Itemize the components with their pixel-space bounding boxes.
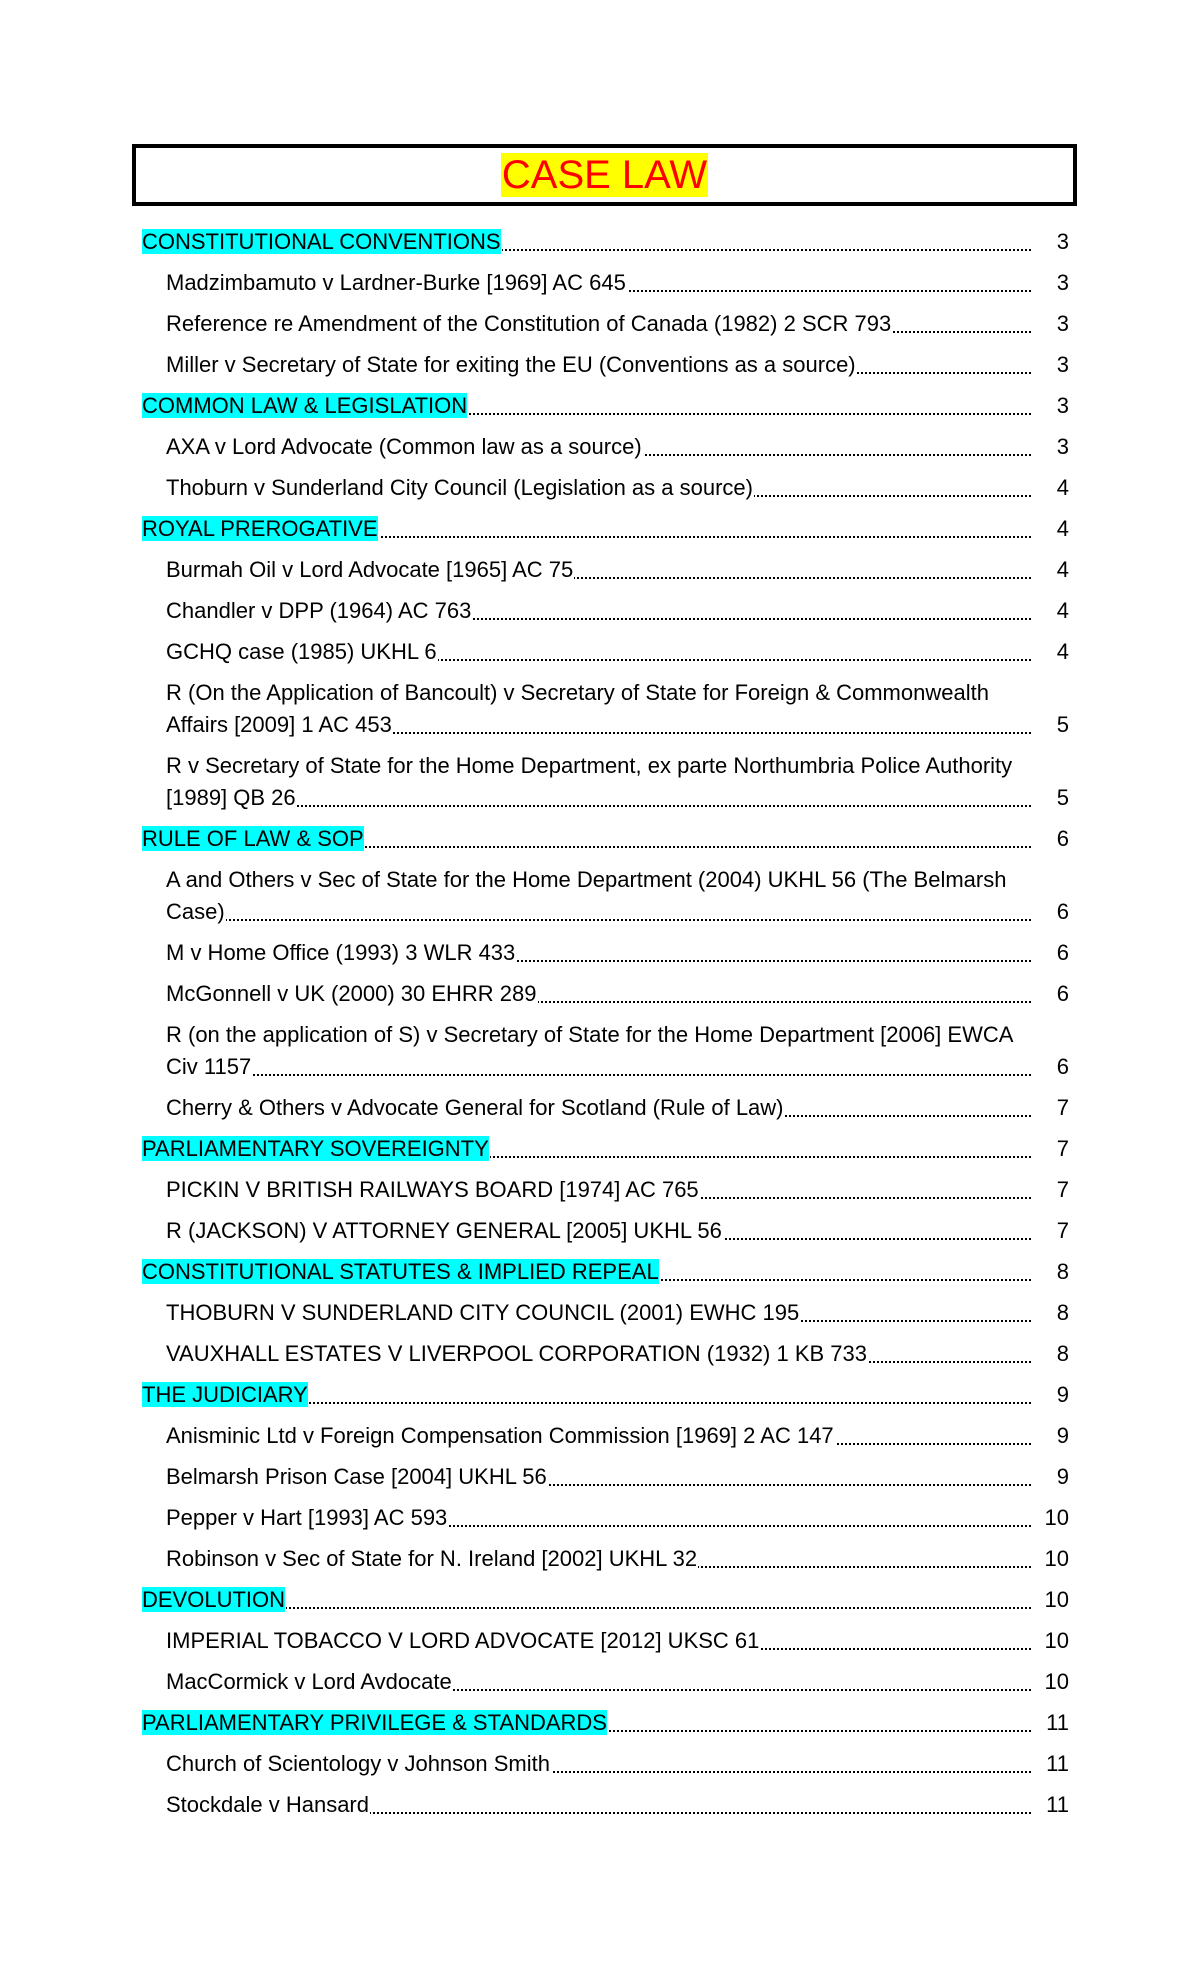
toc-case-entry[interactable] <box>166 1625 1069 1657</box>
toc-entry-text-wrapper <box>166 753 1012 810</box>
toc-entry-text: Burmah Oil v Lord Advocate [1965] AC 75 <box>166 557 574 582</box>
toc-page-number: 7 <box>1031 1174 1069 1206</box>
toc-page-number: 11 <box>1031 1789 1069 1821</box>
toc-entry-text: CONSTITUTIONAL STATUTES & IMPLIED REPEAL <box>142 1259 659 1284</box>
toc-case-entry[interactable] <box>166 1338 1069 1370</box>
toc-entry-text-wrapper <box>142 1259 660 1284</box>
toc-case-entry[interactable] <box>166 1748 1069 1780</box>
toc-case-entry[interactable] <box>166 1789 1069 1821</box>
toc-entry-text-wrapper <box>166 1464 548 1489</box>
toc-entry-text: CONSTITUTIONAL CONVENTIONS <box>142 229 501 254</box>
toc-page-number: 7 <box>1031 1215 1069 1247</box>
toc-entry-text: A and Others v Sec of State for the Home Department (2004) UKHL 56 (The Belmarsh Case) <box>166 867 1007 924</box>
toc-page-number: 10 <box>1031 1666 1069 1698</box>
toc-entry-text-wrapper <box>166 1218 723 1243</box>
toc-entry-text: Anisminic Ltd v Foreign Compensation Commission [1969] 2 AC 147 <box>166 1423 834 1448</box>
toc-page-number: 10 <box>1031 1584 1069 1616</box>
toc-case-entry[interactable] <box>166 431 1069 463</box>
toc-entry-text-wrapper <box>166 1792 370 1817</box>
toc-case-entry[interactable] <box>166 349 1069 381</box>
toc-case-entry[interactable] <box>166 978 1069 1010</box>
title-box <box>132 144 1077 206</box>
toc-page-number: 11 <box>1031 1707 1069 1739</box>
toc-entry-text: Cherry & Others v Advocate General for Scotland (Rule of Law) <box>166 1095 784 1120</box>
toc-page-number: 4 <box>1031 554 1069 586</box>
toc-page-number: 10 <box>1031 1502 1069 1534</box>
toc-case-entry[interactable] <box>166 1092 1069 1124</box>
toc-page-number: 6 <box>1031 823 1069 855</box>
toc-entry-text: AXA v Lord Advocate (Common law as a source) <box>166 434 642 459</box>
toc-entry-text: MacCormick v Lord Avdocate <box>166 1669 452 1694</box>
toc-page-number: 6 <box>1031 1051 1069 1083</box>
toc-page-number: 3 <box>1031 349 1069 381</box>
toc-case-entry[interactable] <box>166 1502 1069 1534</box>
toc-page-number: 8 <box>1031 1297 1069 1329</box>
toc-case-entry[interactable] <box>166 636 1069 668</box>
toc-case-entry[interactable] <box>166 1666 1069 1698</box>
toc-page-number: 9 <box>1031 1420 1069 1452</box>
toc-page-number: 7 <box>1031 1092 1069 1124</box>
toc-entry-text-wrapper <box>142 516 379 541</box>
toc-case-entry[interactable] <box>166 1019 1069 1083</box>
toc-page-number: 6 <box>1031 896 1069 928</box>
toc-entry-text: McGonnell v UK (2000) 30 EHRR 289 <box>166 981 537 1006</box>
toc-entry-text: ROYAL PREROGATIVE <box>142 516 378 541</box>
toc-entry-text: VAUXHALL ESTATES V LIVERPOOL CORPORATION (1932) 1 KB 733 <box>166 1341 867 1366</box>
toc-entry-text: Pepper v Hart [1993] AC 593 <box>166 1505 448 1530</box>
toc-page-number: 3 <box>1031 431 1069 463</box>
toc-entry-text: R (On the Application of Bancoult) v Secretary of State for Foreign & Commonwealth Affairs [2009] 1 AC 453 <box>166 680 989 737</box>
toc-case-entry[interactable] <box>166 1174 1069 1206</box>
toc-entry-text: RULE OF LAW & SOP <box>142 826 364 851</box>
toc-entry-text-wrapper <box>166 270 627 295</box>
toc-page-number: 11 <box>1031 1748 1069 1780</box>
toc-entry-text-wrapper <box>166 1546 698 1571</box>
toc-entry-text-wrapper <box>166 598 472 623</box>
page-title: CASE LAW <box>501 153 708 197</box>
toc-page-number: 5 <box>1031 782 1069 814</box>
toc-section-heading[interactable] <box>142 390 1069 422</box>
toc-entry-text: M v Home Office (1993) 3 WLR 433 <box>166 940 516 965</box>
toc-page-number: 10 <box>1031 1625 1069 1657</box>
toc-entry-text: IMPERIAL TOBACCO V LORD ADVOCATE [2012] UKSC 61 <box>166 1628 760 1653</box>
dot-leader <box>166 919 1031 921</box>
toc-entry-text-wrapper <box>166 1022 1012 1079</box>
toc-page-number: 4 <box>1031 472 1069 504</box>
toc-entry-text-wrapper <box>142 826 365 851</box>
toc-case-entry[interactable] <box>166 267 1069 299</box>
toc-entry-text-wrapper <box>166 475 754 500</box>
toc-page-number: 4 <box>1031 513 1069 545</box>
toc-section-heading[interactable] <box>142 823 1069 855</box>
toc-entry-text-wrapper <box>166 1751 551 1776</box>
toc-entry-text: Church of Scientology v Johnson Smith <box>166 1751 550 1776</box>
toc-entry-text-wrapper <box>142 1587 286 1612</box>
toc-entry-text-wrapper <box>166 1669 453 1694</box>
toc-page-number: 3 <box>1031 308 1069 340</box>
toc-case-entry[interactable] <box>166 308 1069 340</box>
toc-entry-text: Chandler v DPP (1964) AC 763 <box>166 598 472 623</box>
toc-entry-text-wrapper <box>166 1341 868 1366</box>
toc-page-number: 3 <box>1031 226 1069 258</box>
toc-entry-text-wrapper <box>166 1300 800 1325</box>
table-of-contents <box>142 226 1069 1830</box>
toc-entry-text: Stockdale v Hansard <box>166 1792 369 1817</box>
toc-entry-text-wrapper <box>142 229 502 254</box>
toc-entry-text-wrapper <box>166 1095 785 1120</box>
toc-page-number: 6 <box>1031 937 1069 969</box>
toc-entry-text: Reference re Amendment of the Constitution of Canada (1982) 2 SCR 793 <box>166 311 892 336</box>
toc-case-entry[interactable] <box>166 750 1069 814</box>
toc-entry-text: PARLIAMENTARY PRIVILEGE & STANDARDS <box>142 1710 607 1735</box>
toc-entry-text-wrapper <box>142 393 468 418</box>
toc-entry-text-wrapper <box>166 680 989 737</box>
toc-section-heading[interactable] <box>142 1379 1069 1411</box>
toc-section-heading[interactable] <box>142 1584 1069 1616</box>
toc-entry-text-wrapper <box>166 1505 448 1530</box>
toc-page-number: 4 <box>1031 636 1069 668</box>
toc-entry-text: COMMON LAW & LEGISLATION <box>142 393 468 418</box>
toc-page-number: 4 <box>1031 595 1069 627</box>
toc-entry-text-wrapper <box>166 981 538 1006</box>
toc-entry-text: Robinson v Sec of State for N. Ireland [2002] UKHL 32 <box>166 1546 698 1571</box>
toc-entry-text: DEVOLUTION <box>142 1587 286 1612</box>
toc-entry-text: Thoburn v Sunderland City Council (Legislation as a source) <box>166 475 753 500</box>
toc-case-entry[interactable] <box>166 554 1069 586</box>
toc-entry-text-wrapper <box>142 1136 490 1161</box>
toc-entry-text: Belmarsh Prison Case [2004] UKHL 56 <box>166 1464 547 1489</box>
toc-section-heading[interactable] <box>142 1256 1069 1288</box>
toc-page-number: 7 <box>1031 1133 1069 1165</box>
toc-entry-text-wrapper <box>166 557 574 582</box>
toc-entry-text-wrapper <box>166 940 516 965</box>
toc-page-number: 5 <box>1031 709 1069 741</box>
toc-entry-text: GCHQ case (1985) UKHL 6 <box>166 639 437 664</box>
toc-page-number: 3 <box>1031 267 1069 299</box>
toc-entry-text-wrapper <box>166 311 892 336</box>
toc-entry-text: R v Secretary of State for the Home Department, ex parte Northumbria Police Authority [1989] QB 26 <box>166 753 1013 810</box>
toc-entry-text: Miller v Secretary of State for exiting the EU (Conventions as a source) <box>166 352 856 377</box>
toc-entry-text-wrapper <box>166 867 1006 924</box>
toc-page-number: 9 <box>1031 1379 1069 1411</box>
toc-section-heading[interactable] <box>142 1133 1069 1165</box>
toc-case-entry[interactable] <box>166 864 1069 928</box>
toc-entry-text: PICKIN V BRITISH RAILWAYS BOARD [1974] AC 765 <box>166 1177 699 1202</box>
toc-section-heading[interactable] <box>142 226 1069 258</box>
toc-page-number: 8 <box>1031 1256 1069 1288</box>
dot-leader <box>166 1074 1031 1076</box>
toc-entry-text: R (on the application of S) v Secretary of State for the Home Department [2006] EWCA Civ 1157 <box>166 1022 1013 1079</box>
toc-page-number: 9 <box>1031 1461 1069 1493</box>
toc-entry-text-wrapper <box>166 1423 835 1448</box>
toc-case-entry[interactable] <box>166 1420 1069 1452</box>
toc-page-number: 10 <box>1031 1543 1069 1575</box>
toc-entry-text: Madzimbamuto v Lardner-Burke [1969] AC 645 <box>166 270 626 295</box>
toc-entry-text: R (JACKSON) V ATTORNEY GENERAL [2005] UKHL 56 <box>166 1218 722 1243</box>
toc-entry-text-wrapper <box>142 1382 309 1407</box>
toc-case-entry[interactable] <box>166 595 1069 627</box>
toc-entry-text-wrapper <box>166 1628 760 1653</box>
toc-entry-text: THE JUDICIARY <box>142 1382 308 1407</box>
toc-entry-text-wrapper <box>142 1710 608 1735</box>
toc-entry-text-wrapper <box>166 434 643 459</box>
toc-section-heading[interactable] <box>142 513 1069 545</box>
toc-case-entry[interactable] <box>166 1297 1069 1329</box>
toc-page-number: 6 <box>1031 978 1069 1010</box>
toc-case-entry[interactable] <box>166 1461 1069 1493</box>
toc-section-heading[interactable] <box>142 1707 1069 1739</box>
toc-entry-text: THOBURN V SUNDERLAND CITY COUNCIL (2001) EWHC 195 <box>166 1300 800 1325</box>
toc-case-entry[interactable] <box>166 472 1069 504</box>
toc-case-entry[interactable] <box>166 677 1069 741</box>
toc-entry-text-wrapper <box>166 639 438 664</box>
toc-page-number: 3 <box>1031 390 1069 422</box>
toc-entry-text-wrapper <box>166 1177 700 1202</box>
toc-case-entry[interactable] <box>166 1215 1069 1247</box>
toc-page-number: 8 <box>1031 1338 1069 1370</box>
toc-entry-text: PARLIAMENTARY SOVEREIGNTY <box>142 1136 489 1161</box>
toc-entry-text-wrapper <box>166 352 857 377</box>
toc-case-entry[interactable] <box>166 937 1069 969</box>
toc-case-entry[interactable] <box>166 1543 1069 1575</box>
